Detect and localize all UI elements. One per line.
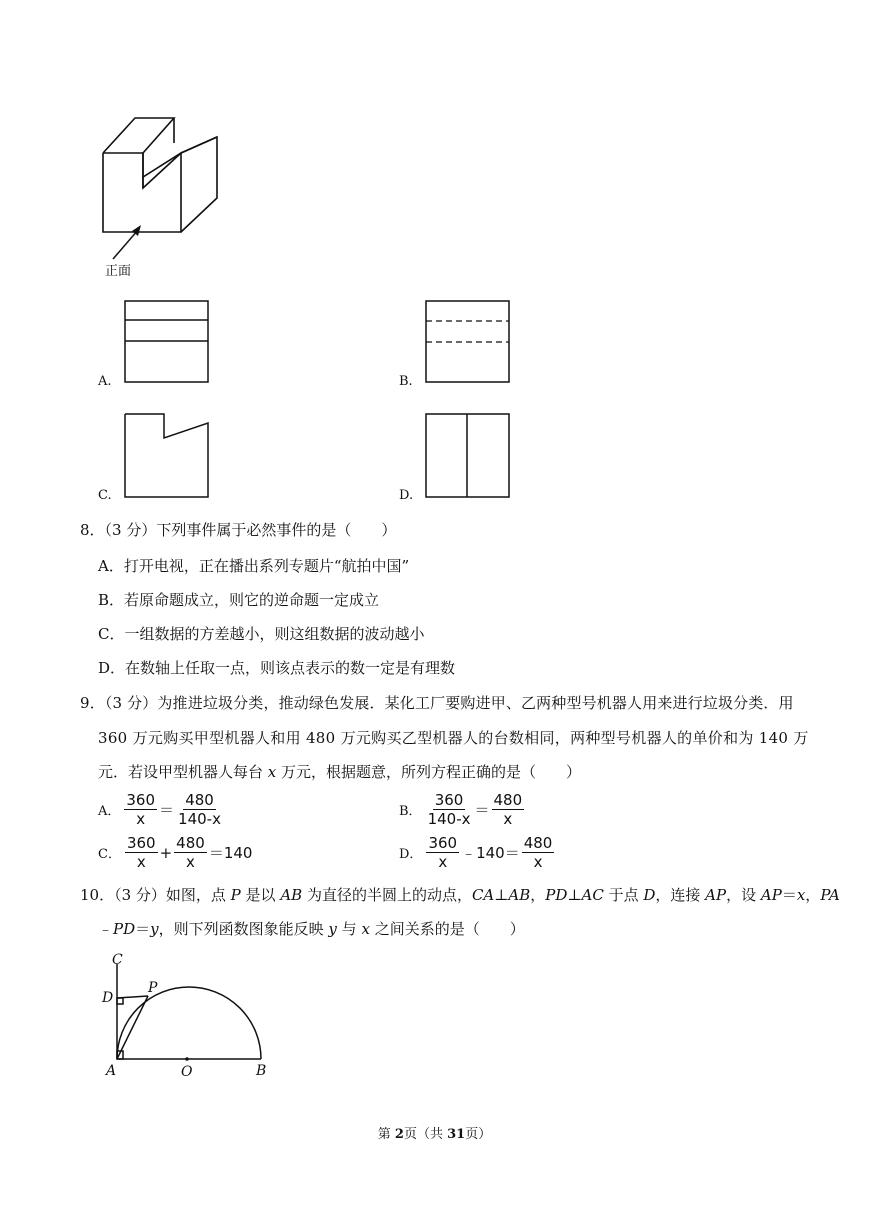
fraction: $\frac{360}{x}$ bbox=[126, 834, 156, 871]
q10-stem-line1: 10．（3 分）如图，点 P 是以 AB 为直径的半圆上的动点，CA⊥AB，PD⊥AC 于点 D，连接 AP，设 AP＝x，PA bbox=[80, 886, 840, 904]
fraction: $\frac{360}{140-x}$ bbox=[427, 791, 471, 828]
q8-stem: 8．（3 分）下列事件属于必然事件的是（ ） bbox=[80, 521, 397, 539]
q7-option-c-view bbox=[124, 413, 210, 499]
fraction: $\frac{360}{x}$ bbox=[126, 791, 156, 828]
q7-option-d-view bbox=[425, 413, 511, 499]
fraction: $\frac{360}{x}$ bbox=[428, 834, 458, 871]
q7-option-b-label: B. bbox=[399, 374, 413, 389]
q7-option-a-view bbox=[124, 300, 210, 384]
q9-option-a: A． $\frac{360}{x}$ ＝ $\frac{480}{140-x}$ bbox=[98, 791, 221, 828]
page-footer: 第 2页（共 31页） bbox=[377, 1127, 492, 1142]
q8-option-a: A．打开电视，正在播出系列专题片“航拍中国” bbox=[98, 557, 410, 575]
semicircle-figure bbox=[98, 950, 278, 1080]
figure-label-d: D bbox=[102, 990, 114, 1006]
q8-option-d: D．在数轴上任取一点，则该点表示的数一定是有理数 bbox=[98, 659, 456, 677]
q9-option-c: C． $\frac{360}{x}$ + $\frac{480}{x}$ ＝140 bbox=[98, 834, 253, 871]
q9-stem-line2: 360 万元购买甲型机器人和用 480 万元购买乙型机器人的台数相同，两种型号机器人的单价和为 140 万 bbox=[98, 729, 809, 747]
q7-option-d-label: D. bbox=[399, 488, 414, 503]
fraction: $\frac{480}{140-x}$ bbox=[178, 791, 221, 828]
q8-option-b: B．若原命题成立，则它的逆命题一定成立 bbox=[98, 591, 380, 609]
fraction: $\frac{480}{x}$ bbox=[176, 834, 205, 871]
figure-label-c: C bbox=[112, 952, 123, 968]
fraction: $\frac{480}{x}$ bbox=[493, 791, 523, 828]
q9-option-b: B． $\frac{360}{140-x}$ ＝ $\frac{480}{x}$ bbox=[399, 791, 523, 828]
q7-option-b-view bbox=[425, 300, 511, 384]
q7-option-a-label: A. bbox=[98, 374, 112, 389]
q7-option-c-label: C. bbox=[98, 488, 112, 503]
q9-stem-line3: 元．若设甲型机器人每台 x 万元，根据题意，所列方程正确的是（ ） bbox=[98, 763, 582, 781]
figure-label-b: B bbox=[256, 1063, 267, 1079]
q9-stem-line1: 9．（3 分）为推进垃圾分类，推动绿色发展．某化工厂要购进甲、乙两种型号机器人用来进行垃圾分类．用 bbox=[80, 694, 794, 712]
figure-label-p: P bbox=[148, 980, 158, 996]
figure-label-a: A bbox=[106, 1063, 117, 1079]
front-arrow bbox=[110, 222, 145, 262]
q9-option-d: D． $\frac{360}{x}$ ﹣140＝ $\frac{480}{x}$ bbox=[399, 834, 553, 871]
q10-stem-line2: ﹣PD＝y，则下列函数图象能反映 y 与 x 之间关系的是（ ） bbox=[98, 920, 525, 938]
q8-option-c: C．一组数据的方差越小，则这组数据的波动越小 bbox=[98, 625, 425, 643]
figure-label-front: 正面 bbox=[105, 264, 132, 279]
figure-label-o: O bbox=[181, 1064, 193, 1080]
fraction: $\frac{480}{x}$ bbox=[523, 834, 553, 871]
